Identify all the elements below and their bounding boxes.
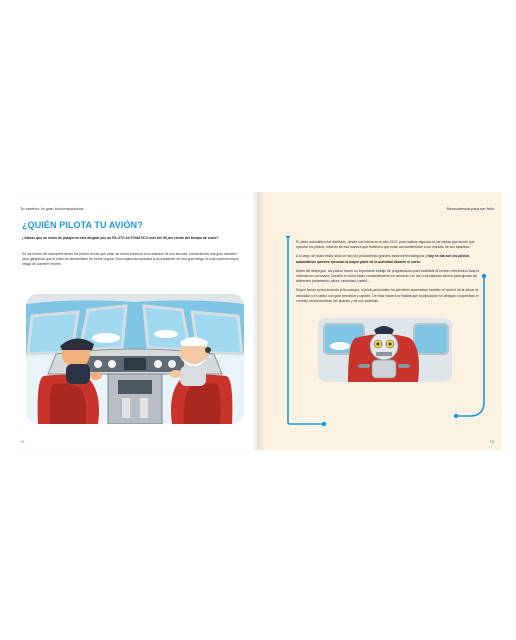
robot-autopilot-illustration [318, 318, 452, 382]
running-header-left: Tu cerebro, la gran biocomputadora [20, 206, 84, 211]
page-number-right: 15 [489, 439, 494, 444]
right-page [258, 192, 502, 450]
page-title: ¿QUIÉN PILOTA TU AVIÓN? [22, 220, 143, 230]
left-page [14, 192, 258, 450]
body-paragraph: En los inicios del transporte aéreo los pilotos tenían que estar de forma continua a los mandos de sus aviones, manteniendo una gran atención para garantizar que el vuelo se desarrollase de forma segura. Esa exigencia implicaba la acumulación de una gran fatiga, lo cual suponía mayor riesgo de cometer errores. [22, 252, 239, 266]
cockpit-pilots-illustration [26, 294, 244, 424]
right-text-block [296, 240, 482, 308]
paragraph-2-text: A lo largo de todos estos años se han ido produciendo grandes avances tecnológicos y [296, 254, 428, 259]
paragraph-2-emphasis: hoy en día son los pilotos automáticos quienes ejecutan la mayor parte de la actividad durante el vuelo. [296, 254, 470, 264]
paragraph-3: Antes del despegue, los pilotos hacen un importante trabajo de programación para facilitarle al cerebro electrónico toda la información necesaria. Durante el vuelo están constantemente en contacto con los controladores aéreos para ajustar los diferentes parámetros: altura, velocidad, rumbo... [296, 268, 480, 284]
paragraph-4: Según ha ido evolucionando la tecnología, el piloto automático ha permitido automatizar también el control de la altura, la velocidad y el rumbo con gran precisión y rapidez. De esta manera se facilita que la tripulación se dedique a supervisar el correcto funcionamiento del aparato y de sus sistemas. [296, 288, 479, 303]
paragraph-1: El piloto automático fue diseñado, desde sus inicios en el año 1912, para realizar algunas de las tareas que tenían que ejecutar los pilotos, volando de esa manera que hubiesen que estar constantemente a los mandos de sus aparatos. [296, 240, 475, 250]
lead-question: ¿Sabías que un avión de pasajeros está dirigido por un PILOTO AUTOMÁTICO más del 95 por ciento del tiempo de vuelo? [22, 236, 219, 240]
book-spread [14, 192, 502, 450]
page-number-left: 14 [20, 439, 25, 444]
paragraph-2 [296, 254, 482, 264]
running-header-right: Neurociencia para ser feliz [446, 206, 494, 211]
